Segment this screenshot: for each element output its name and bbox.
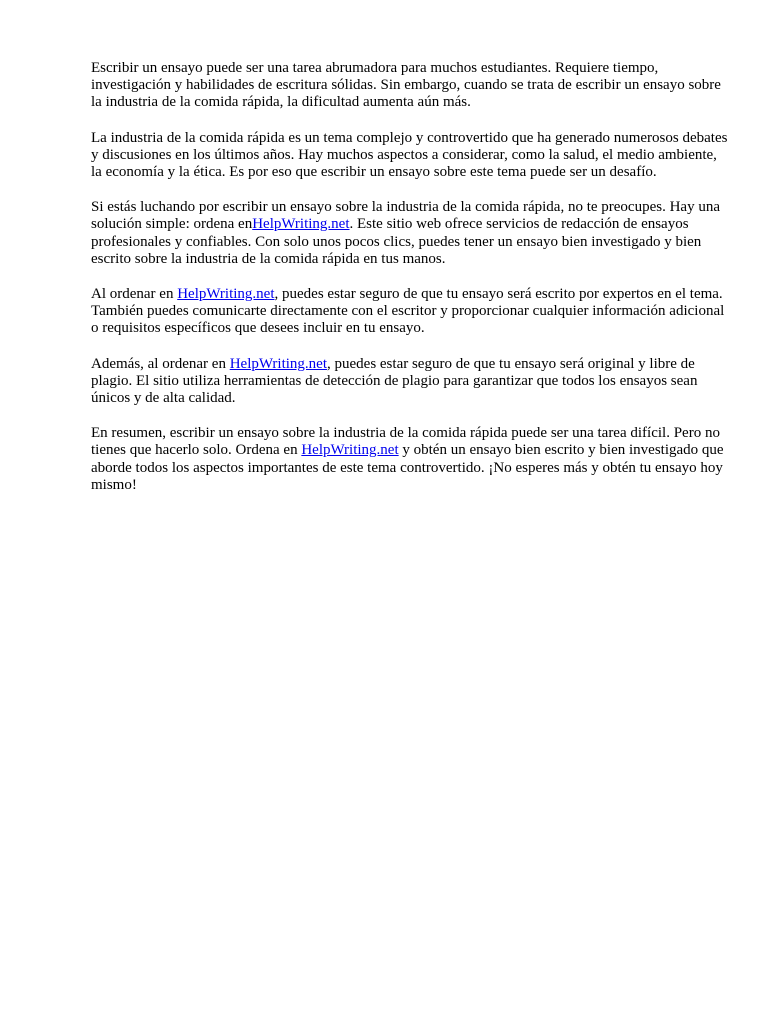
helpwriting-link[interactable]: HelpWriting.net xyxy=(252,216,350,233)
helpwriting-link[interactable]: HelpWriting.net xyxy=(229,355,327,372)
paragraph-text: La industria de la comida rápida es un tema complejo y controvertido que ha generado numerosos debates y discusiones en los últimos años. Hay muchos aspectos a considerar, como la salud, el medio ambiente, la economía y la ética. Es por eso que escribir un ensayo sobre este tema puede ser un desafío. xyxy=(91,129,728,181)
paragraph-text: Al ordenar en xyxy=(91,286,178,303)
document-body xyxy=(91,60,731,512)
paragraph-text: . Este sitio web ofrece servicios de redacción de ensayos profesionales y confiables. Con solo unos pocos clics, puedes tener un ensayo bien investigado y bien escrito sobre la industria de la comida rápida en tus manos. xyxy=(91,216,702,267)
paragraph-text: , puedes estar seguro de que tu ensayo será original y libre de plagio. El sitio utiliza herramientas de detección de plagio para garantizar que todos los ensayos sean únicos y de alta calidad. xyxy=(91,355,698,407)
paragraph-text: Escribir un ensayo puede ser una tarea abrumadora para muchos estudiantes. Requiere tiempo, investigación y habilidades de escritura sólidas. Sin embargo, cuando se trata de escribir un ensayo sobre la industria de la comida rápida, la dificultad aumenta aún más. xyxy=(91,60,721,111)
paragraph-intro xyxy=(91,60,731,112)
paragraph-topic xyxy=(91,130,731,182)
paragraph-text: , puedes estar seguro de que tu ensayo será escrito por expertos en el tema. También puedes comunicarte directamente con el escritor y proporcionar cualquier información adicional o requisitos específicos que desees incluir en tu ensayo. xyxy=(91,286,725,337)
paragraph-text: En resumen, escribir un ensayo sobre la industria de la comida rápida puede ser una tarea difícil. Pero no tienes que hacerlo solo. Ordena en xyxy=(91,425,720,459)
paragraph-solution xyxy=(91,199,731,268)
helpwriting-link[interactable]: HelpWriting.net xyxy=(301,442,399,459)
paragraph-text: y obtén un ensayo bien escrito y bien investigado que aborde todos los aspectos importantes de este tema controvertido. ¡No esperes más y obtén tu ensayo hoy mismo! xyxy=(91,442,724,493)
paragraph-summary xyxy=(91,425,731,494)
helpwriting-link[interactable]: HelpWriting.net xyxy=(177,286,275,303)
paragraph-text: Si estás luchando por escribir un ensayo sobre la industria de la comida rápida, no te preocupes. Hay una solución simple: ordena en xyxy=(91,199,720,233)
paragraph-originality xyxy=(91,356,731,408)
paragraph-text: Además, al ordenar en xyxy=(91,355,230,372)
paragraph-experts xyxy=(91,286,731,338)
